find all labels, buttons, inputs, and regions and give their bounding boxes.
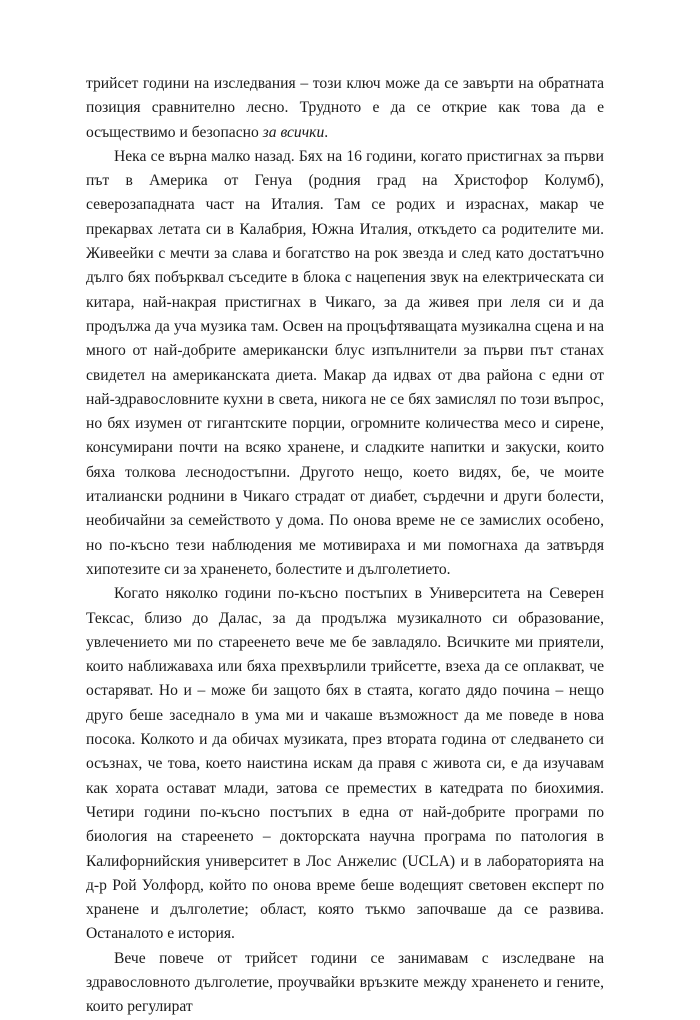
- paragraph-4-text: Вече повече от трийсет години се занимавам с изследване на здравословното дълголетие, проучвайки връзките между храненето и гените, които регулират: [86, 949, 604, 1016]
- paragraph-1-text: трийсет години на изследвания – този ключ може да се завърти на обратната позиция сравнително лесно. Трудното е да се открие как това да е осъществимо и безопасно: [86, 75, 604, 141]
- paragraph-2-text: Нека се върна малко назад. Бях на 16 години, когато пристигнах за първи път в Америка от Генуа (родния град на Христофор Колумб), северозападната част на Италия. Там се родих и израснах, макар че прекарвах летата си в Калабрия, Южна Италия, откъдето са родителите ми. Живеейки с мечти за слава и богатство на рок звезда и след като достатъчно дълго бях побърквал съседите в блока с нацепения звук на електрическата си китара, най-накрая пристигнах в Чикаго, за да живея при леля си и да продължа да уча музика там. Освен на процъфтяващата музикална сцена и на много от най-добрите американски блус изпълнители за първи път станах свидетел на американската диета. Макар да идвах от два района с едни от най-здравословните кухни в света, никога не се бях замислял по този въпрос, но бях изумен от гигантските порции, огромните количества месо и сирене, консумирани почти на всяко хранене, и сладките напитки и закуски, които бяха толкова леснодостъпни. Другото нещо, което видях, бе, че моите италиански роднини в Чикаго страдат от диабет, сърдечни и други болести, необичайни за семейството у дома. По онова време не се замислих особено, но по-късно тези наблюдения ме мотивираха и ми помогнаха да затвърдя хипотезите си за храненето, болестите и дълголетието.: [86, 147, 604, 578]
- emphasis-for-everyone: за всички: [262, 123, 325, 141]
- paragraph-3: [86, 582, 604, 946]
- paragraph-1: [86, 72, 604, 145]
- paragraph-4: [86, 947, 604, 1020]
- paragraph-1-end: .: [324, 123, 329, 141]
- paragraph-2: [86, 145, 604, 582]
- body-text: [86, 72, 604, 1020]
- paragraph-3-text: Когато няколко години по-късно постъпих в Университета на Северен Тексас, близо до Далас, за да продължа музикалното си образование, увлечението ми по стареенето вече ме бе завладяло. Всичките ми приятели, които наближаваха или бяха прехвърлили трийсетте, взеха да се оплакват, че остаряват. Но и – може би защото бях в стаята, когато дядо почина – нещо друго беше заседнало в ума ми и чакаше възможност да ме поведе в нова посока. Колкото и да обичах музиката, през втората година от следването си осъзнах, че това, което наистина искам да правя с живота си, е да изучавам как хората остават млади, затова се преместих в катедрата по биохимия. Четири години по-късно постъпих в една от най-добрите програми по биология на стареенето – докторската научна програма по патология в Калифорнийския университет в Лос Анжелис (UCLA) и в лабораторията на д-р Рой Уолфорд, който по онова време беше водещият световен експерт по хранене и дълголетие; област, която тъкмо започваше да се развива. Останалото е история.: [86, 585, 604, 943]
